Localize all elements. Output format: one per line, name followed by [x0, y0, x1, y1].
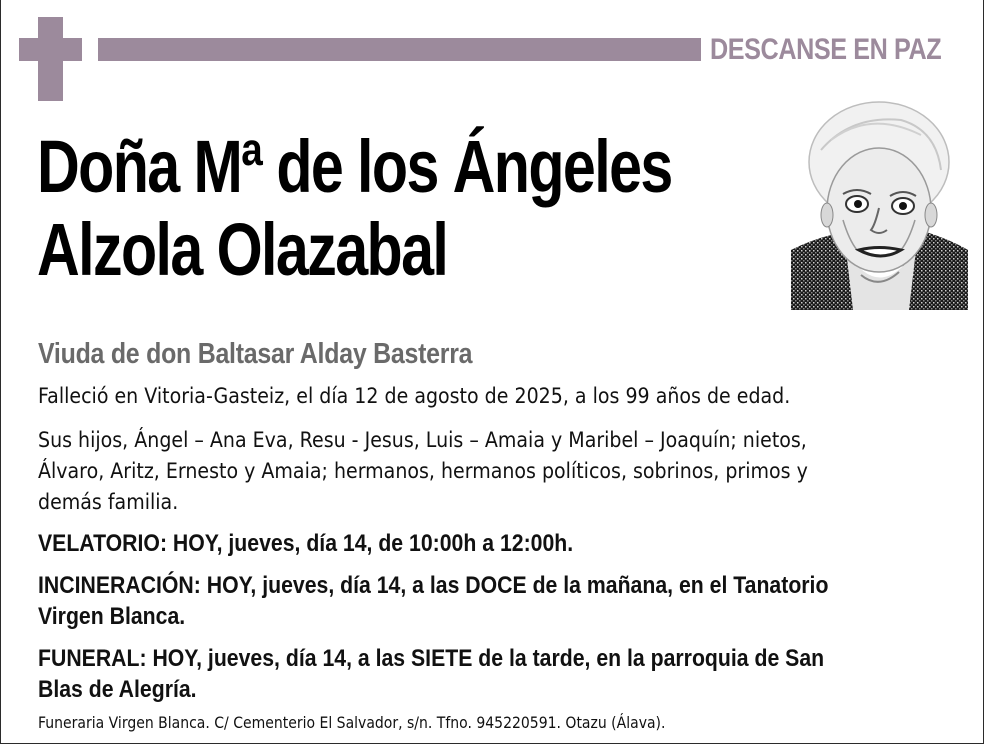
family-line-1: Sus hijos, Ángel – Ana Eva, Resu - Jesus, Luis – Amaia y Maribel – Joaquín; nietos, [38, 428, 807, 452]
widow-of-subtitle: Viuda de don Baltasar Alday Basterra [38, 338, 473, 370]
death-notice-text: Falleció en Vitoria-Gasteiz, el día 12 de agosto de 2025, a los 99 años de edad. [38, 384, 791, 408]
family-line-2: Álvaro, Aritz, Ernesto y Amaia; hermanos, hermanos políticos, sobrinos, primos y [38, 459, 808, 483]
funeral-line-1: FUNERAL: HOY, jueves, día 14, a las SIETE de la tarde, en la parroquia de San [38, 645, 825, 672]
header-divider-bar [98, 38, 701, 61]
deceased-name-line1: Doña Mª de los Ángeles [37, 125, 672, 208]
family-line-3: demás familia. [38, 490, 179, 514]
funeral-home-info: Funeraria Virgen Blanca. C/ Cementerio El Salvador, s/n. Tfno. 945220591. Otazu (Álava). [38, 713, 666, 732]
cross-horizontal-bar [19, 38, 82, 61]
portrait-image-icon [791, 100, 968, 310]
incineracion-line-2: Virgen Blanca. [38, 603, 186, 630]
velatorio-text: VELATORIO: HOY, jueves, día 14, de 10:00h a 12:00h. [38, 530, 574, 557]
deceased-name-line2: Alzola Olazabal [37, 208, 448, 291]
incineracion-line-1: INCINERACIÓN: HOY, jueves, día 14, a las DOCE de la mañana, en el Tanatorio [38, 572, 829, 599]
header-label: DESCANSE EN PAZ [710, 33, 942, 66]
funeral-line-2: Blas de Alegría. [38, 676, 197, 703]
portrait-photo [791, 100, 968, 310]
